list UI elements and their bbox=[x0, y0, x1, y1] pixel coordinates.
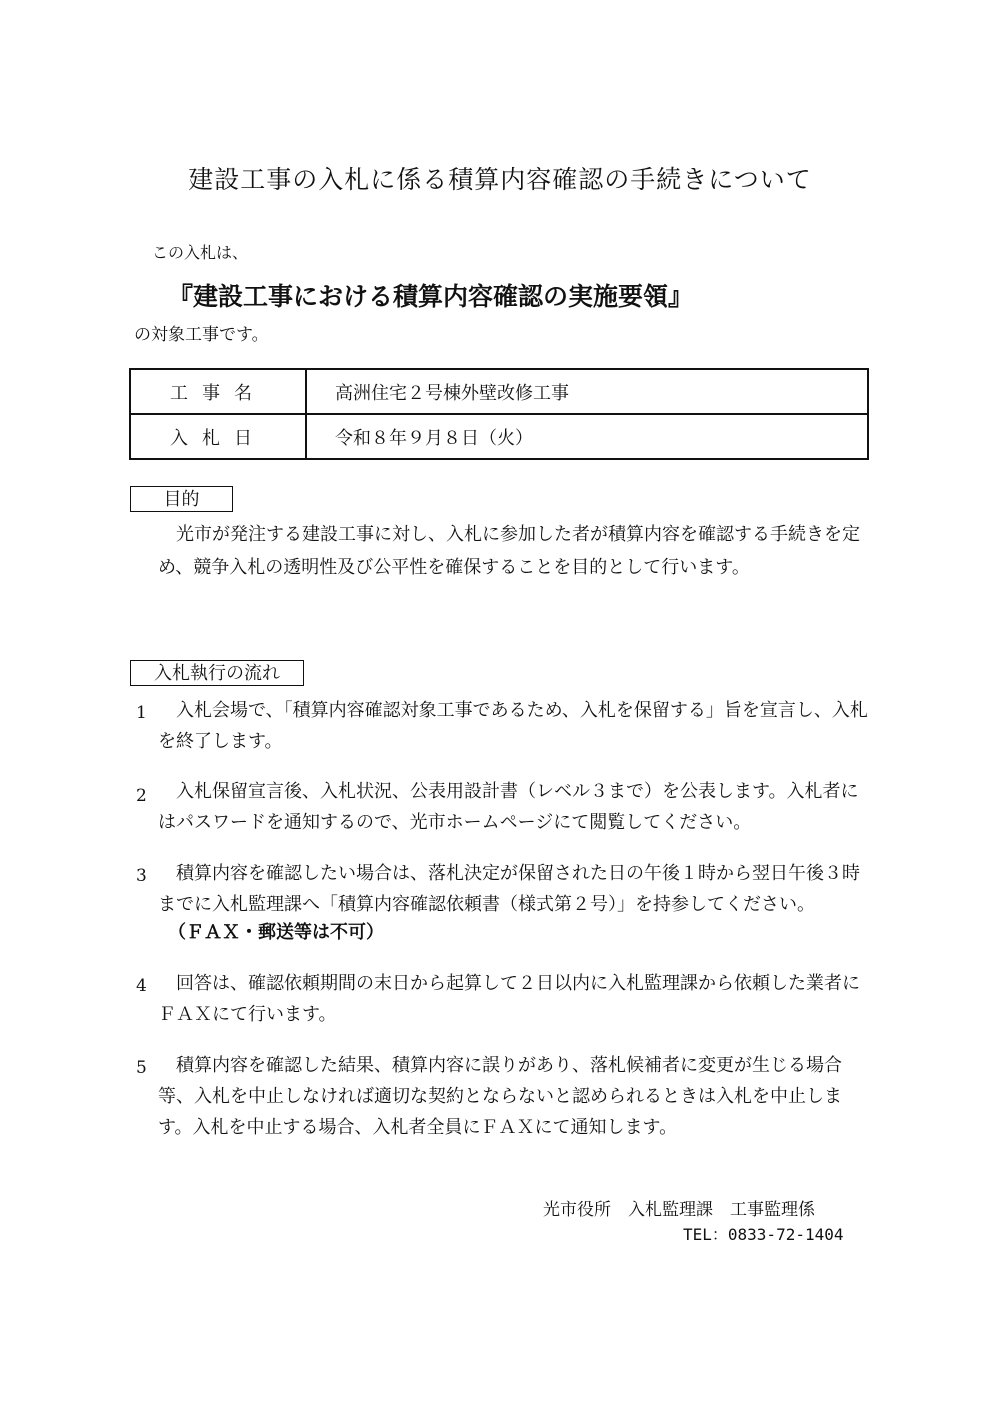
document-title: 建設工事の入札に係る積算内容確認の手続きについて bbox=[188, 165, 812, 194]
construction-name-value: 高洲住宅２号棟外壁改修工事 bbox=[306, 369, 868, 414]
flow-item bbox=[158, 968, 870, 1030]
construction-name-label: 工事名 bbox=[130, 369, 306, 414]
purpose-body: 光市が発注する建設工事に対し、入札に参加した者が積算内容を確認する手続きを定め、競争入札の透明性及び公平性を確保することを目的として行います。 bbox=[158, 524, 860, 578]
flow-heading: 入札執行の流れ bbox=[130, 660, 304, 686]
table-row bbox=[130, 369, 868, 414]
flow-item-note: （ＦＡＸ・郵送等は不可） bbox=[168, 922, 384, 943]
flow-item-number: 2 bbox=[136, 786, 147, 806]
signature-tel: TEL：0833-72-1404 bbox=[683, 1225, 844, 1244]
flow-item bbox=[158, 858, 870, 946]
flow-item-text: 入札保留宣言後、入札状況、公表用設計書（レベル３まで）を公表します。入札者にはパスワードを通知するので、光市ホームページにて閲覧してください。 bbox=[158, 781, 859, 833]
flow-item-text: 入札会場で、「積算内容確認対象工事であるため、入札を保留する」旨を宣言し、入札を終了します。 bbox=[158, 700, 868, 752]
flow-item bbox=[158, 1050, 870, 1143]
purpose-heading: 目的 bbox=[130, 486, 233, 512]
flow-item bbox=[158, 695, 870, 757]
program-name: 『建設工事における積算内容確認の実施要領』 bbox=[168, 282, 694, 311]
flow-item-text: 積算内容を確認した結果、積算内容に誤りがあり、落札候補者に変更が生じる場合等、入札を中止しなければ適切な契約とならないと認められるときは入札を中止します。入札を中止する場合、入札者全員にＦＡＸにて通知します。 bbox=[158, 1055, 842, 1138]
info-table bbox=[129, 368, 869, 460]
flow-item-number: 5 bbox=[136, 1058, 147, 1078]
flow-item-number: 1 bbox=[136, 703, 147, 723]
bid-date-label: 入札日 bbox=[130, 414, 306, 459]
signature-office: 光市役所 入札監理課 工事監理係 bbox=[543, 1200, 815, 1220]
flow-item bbox=[158, 776, 870, 838]
intro-text: この入札は、 bbox=[152, 243, 249, 262]
table-row bbox=[130, 414, 868, 459]
flow-item-number: 3 bbox=[136, 866, 147, 886]
bid-date-value: 令和８年９月８日（火） bbox=[306, 414, 868, 459]
flow-item-text: 回答は、確認依頼期間の末日から起算して２日以内に入札監理課から依頼した業者にＦＡＸにて行います。 bbox=[158, 973, 860, 1025]
flow-item-number: 4 bbox=[136, 976, 147, 996]
target-text: の対象工事です。 bbox=[134, 325, 269, 345]
flow-item-text: 積算内容を確認したい場合は、落札決定が保留された日の午後１時から翌日午後３時までに入札監理課へ「積算内容確認依頼書（様式第２号）」を持参してください。 bbox=[158, 863, 860, 915]
